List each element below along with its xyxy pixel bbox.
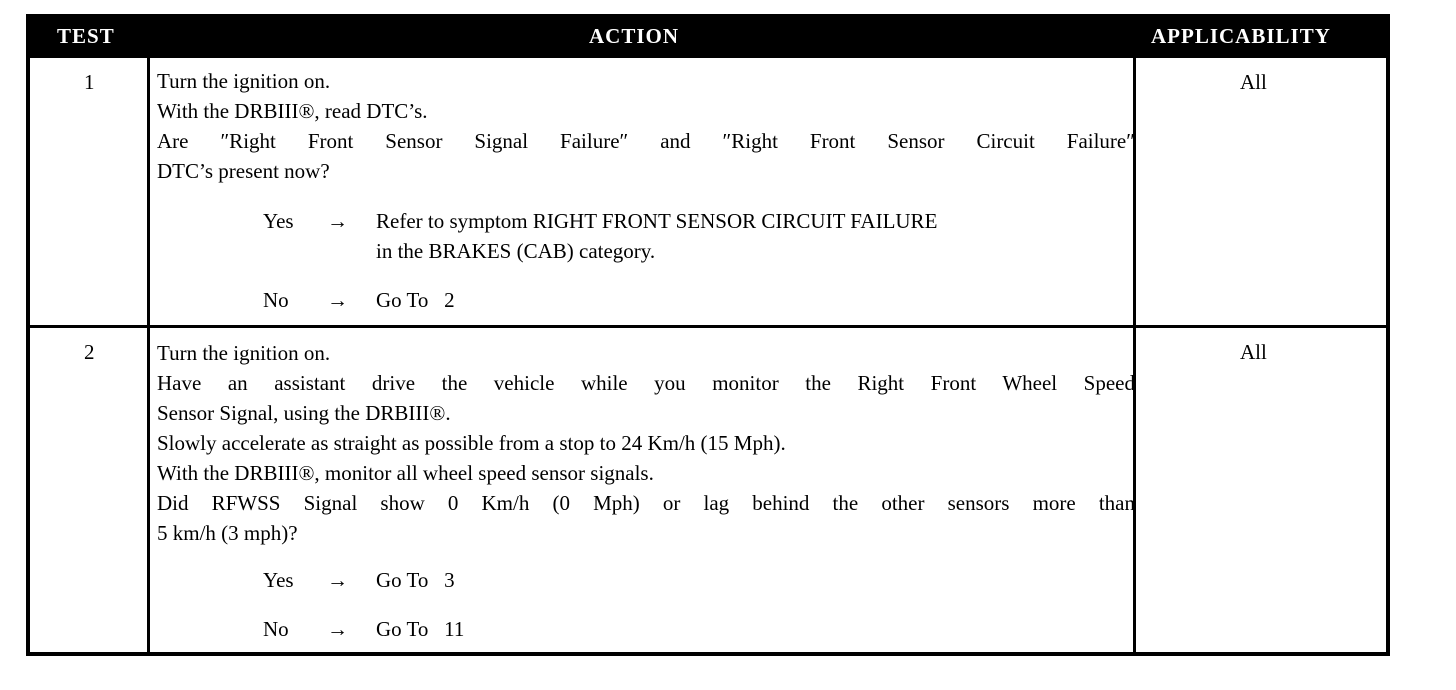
row-divider: [30, 325, 1386, 328]
row-2-test-number: 2: [84, 340, 95, 364]
row-2-action-text: [157, 338, 1135, 548]
action-line: Turn the ignition on.: [157, 341, 331, 365]
response-line: in the BRAKES (CAB) category.: [376, 239, 656, 263]
action-line: With the DRBIII®, monitor all wheel speed sensor signals.: [157, 461, 654, 485]
response-answer: Yes: [263, 568, 294, 592]
response-text: [376, 206, 937, 266]
row-1-test-number: 1: [84, 70, 95, 94]
header-applicability: APPLICABILITY: [1151, 24, 1331, 48]
arrow-right-icon: →: [327, 617, 348, 641]
response-line: Go To 2: [376, 288, 455, 312]
response-line: Refer to symptom RIGHT FRONT SENSOR CIRCUIT FAILURE: [376, 209, 938, 233]
row-1-applicability: All: [1240, 70, 1267, 94]
response-text: [376, 285, 455, 315]
response-line: Go To 3: [376, 568, 455, 592]
action-line: Turn the ignition on.: [157, 69, 331, 93]
arrow-right-icon: →: [327, 568, 348, 592]
response-text: [376, 565, 455, 595]
action-line: Did RFWSS Signal show 0 Km/h (0 Mph) or lag behind the other sensors more than: [157, 491, 1135, 515]
action-line: With the DRBIII®, read DTC’s.: [157, 99, 428, 123]
arrow-right-icon: →: [327, 209, 348, 233]
action-line: Have an assistant drive the vehicle while you monitor the Right Front Wheel Speed: [157, 371, 1135, 395]
response-answer: No: [263, 288, 289, 312]
action-line: DTC’s present now?: [157, 159, 330, 183]
response-answer: Yes: [263, 209, 294, 233]
diagnostic-test-table: [26, 14, 1390, 656]
row-1-action-text: [157, 66, 1135, 186]
header-test: TEST: [57, 24, 115, 48]
row-2-applicability: All: [1240, 340, 1267, 364]
response-answer: No: [263, 617, 289, 641]
action-line: Sensor Signal, using the DRBIII®.: [157, 401, 451, 425]
table-header: [30, 18, 1386, 58]
action-line: 5 km/h (3 mph)?: [157, 521, 298, 545]
arrow-right-icon: →: [327, 288, 348, 312]
response-text: [376, 614, 464, 644]
action-line: Are ″Right Front Sensor Signal Failure″ and ″Right Front Sensor Circuit Failure″: [157, 129, 1135, 153]
column-divider-test: [147, 58, 150, 652]
action-line: Slowly accelerate as straight as possible from a stop to 24 Km/h (15 Mph).: [157, 431, 786, 455]
header-action: ACTION: [589, 24, 680, 48]
response-line: Go To 11: [376, 617, 465, 641]
